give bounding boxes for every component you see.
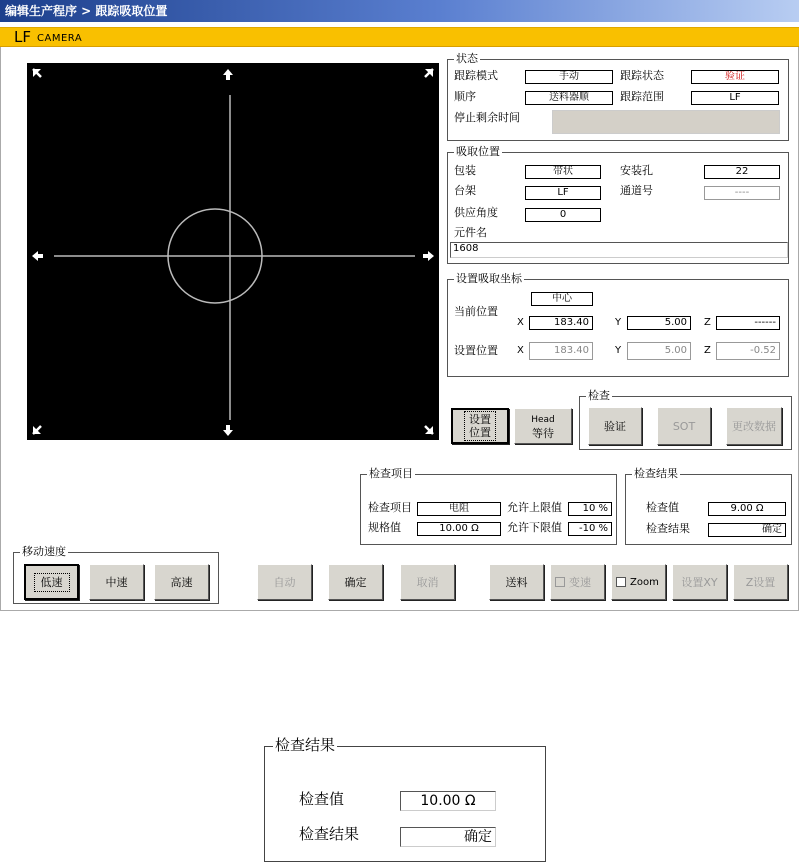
- mount-hole-label: 安装孔: [620, 164, 653, 177]
- mount-hole-field: 22: [704, 165, 780, 179]
- low-speed-button[interactable]: [24, 564, 79, 600]
- check-result-title: 检查结果: [634, 467, 678, 480]
- lower-limit-label: 允许下限值: [507, 521, 562, 534]
- part-name-field: 1608: [450, 242, 788, 258]
- track-mode-field: 手动: [525, 70, 613, 84]
- feed-button[interactable]: 送料: [489, 564, 544, 600]
- set-y-field[interactable]: 5.00: [627, 342, 691, 360]
- head-wait-line2: 等待: [531, 427, 554, 440]
- check-result-group: [625, 467, 792, 545]
- zoom-check-value-field: 10.00 Ω: [400, 791, 496, 811]
- check-item-field: 电阻: [417, 502, 501, 516]
- rack-label: 台架: [454, 184, 476, 197]
- check-result-field: 确定: [708, 523, 786, 537]
- current-z-field: ------: [716, 316, 780, 330]
- auto-button[interactable]: 自动: [257, 564, 312, 600]
- status-group: [447, 52, 789, 141]
- package-field: 带状: [525, 165, 601, 179]
- track-state-label: 跟踪状态: [620, 69, 664, 82]
- feed-angle-label: 供应角度: [454, 206, 498, 219]
- pickup-group: [447, 145, 789, 264]
- set-x-field[interactable]: 183.40: [529, 342, 593, 360]
- current-z-label: Z: [704, 317, 711, 328]
- check-item-label: 检查项目: [368, 501, 412, 514]
- track-range-field: LF: [691, 91, 779, 105]
- set-z-label: Z: [704, 345, 711, 356]
- set-y-label: Y: [615, 345, 622, 356]
- status-title: 状态: [456, 52, 478, 65]
- speed-change-label: 变速: [569, 575, 591, 589]
- rack-field: LF: [525, 186, 601, 200]
- upper-limit-field: 10 %: [568, 502, 612, 516]
- current-x-field: 183.40: [529, 316, 593, 330]
- part-name-label: 元件名: [454, 226, 487, 239]
- track-state-field: 验证: [691, 70, 779, 84]
- check-value-field: 9.00 Ω: [708, 502, 786, 516]
- high-speed-button[interactable]: 高速: [154, 564, 209, 600]
- zoom-check-result-title: 检查结果: [275, 736, 336, 754]
- channel-field: ----: [704, 186, 780, 200]
- speed-change-checkbox[interactable]: [555, 577, 565, 587]
- set-position-line2: 位置: [469, 426, 491, 439]
- spec-value-field: 10.00 Ω: [417, 522, 501, 536]
- feed-angle-field: 0: [525, 208, 601, 222]
- channel-label: 通道号: [620, 184, 653, 197]
- camera-name: LF: [14, 28, 31, 46]
- set-x-label: X: [517, 345, 524, 356]
- speed-title: 移动速度: [22, 545, 66, 558]
- stop-remaining-label: 停止剩余时间: [454, 111, 520, 124]
- track-mode-label: 跟踪模式: [454, 69, 498, 82]
- check-items-title: 检查项目: [369, 467, 413, 480]
- head-wait-line1: Head: [531, 415, 555, 425]
- check-title: 检查: [588, 389, 610, 402]
- cancel-button[interactable]: 取消: [400, 564, 455, 600]
- stop-remaining-field: [552, 110, 780, 134]
- coords-title: 设置吸取坐标: [456, 272, 522, 285]
- jog-arrows: [32, 69, 434, 436]
- zoom-checkbox[interactable]: [616, 577, 626, 587]
- change-data-button[interactable]: 更改数据: [726, 407, 782, 445]
- track-range-label: 跟踪范围: [620, 90, 664, 103]
- coords-group: [447, 272, 789, 377]
- set-position-label: 设置位置: [454, 344, 498, 357]
- crosshair-overlay: [27, 63, 439, 440]
- order-field: 送料器顺: [525, 91, 613, 105]
- zoom-toggle[interactable]: [611, 564, 666, 600]
- package-label: 包装: [454, 164, 476, 177]
- head-wait-button[interactable]: [514, 408, 572, 444]
- zoom-label: Zoom: [630, 576, 659, 588]
- upper-limit-label: 允许上限值: [507, 501, 562, 514]
- camera-header: [0, 27, 799, 47]
- check-items-group: [360, 467, 617, 545]
- current-y-label: Y: [615, 317, 622, 328]
- zoom-check-result-field: 确定: [400, 827, 496, 847]
- order-label: 顺序: [454, 90, 476, 103]
- low-speed-label: 低速: [34, 573, 70, 592]
- sot-button[interactable]: SOT: [657, 407, 711, 445]
- verify-button[interactable]: 验证: [588, 407, 642, 445]
- set-position-button[interactable]: [451, 408, 509, 444]
- set-z-field[interactable]: -0.52: [716, 342, 780, 360]
- window-title: 编辑生产程序 > 跟踪吸取位置: [0, 0, 799, 22]
- check-value-label: 检查值: [646, 501, 679, 514]
- zoom-check-result-label: 检查结果: [299, 825, 360, 843]
- pickup-title: 吸取位置: [456, 145, 500, 158]
- check-result-zoom: [264, 736, 546, 862]
- current-x-label: X: [517, 317, 524, 328]
- reference-field[interactable]: 中心: [531, 292, 593, 306]
- confirm-button[interactable]: 确定: [328, 564, 383, 600]
- speed-change-toggle[interactable]: [550, 564, 605, 600]
- set-xy-button[interactable]: 设置XY: [672, 564, 727, 600]
- mid-speed-button[interactable]: 中速: [89, 564, 144, 600]
- camera-label: CAMERA: [37, 33, 83, 44]
- set-z-button[interactable]: Z设置: [733, 564, 788, 600]
- check-result-label: 检查结果: [646, 522, 690, 535]
- zoom-check-value-label: 检查值: [299, 790, 345, 808]
- camera-view[interactable]: [27, 63, 439, 440]
- spec-value-label: 规格值: [368, 521, 401, 534]
- current-position-label: 当前位置: [454, 305, 498, 318]
- current-y-field: 5.00: [627, 316, 691, 330]
- lower-limit-field: -10 %: [568, 522, 612, 536]
- set-position-line1: 设置: [469, 413, 491, 426]
